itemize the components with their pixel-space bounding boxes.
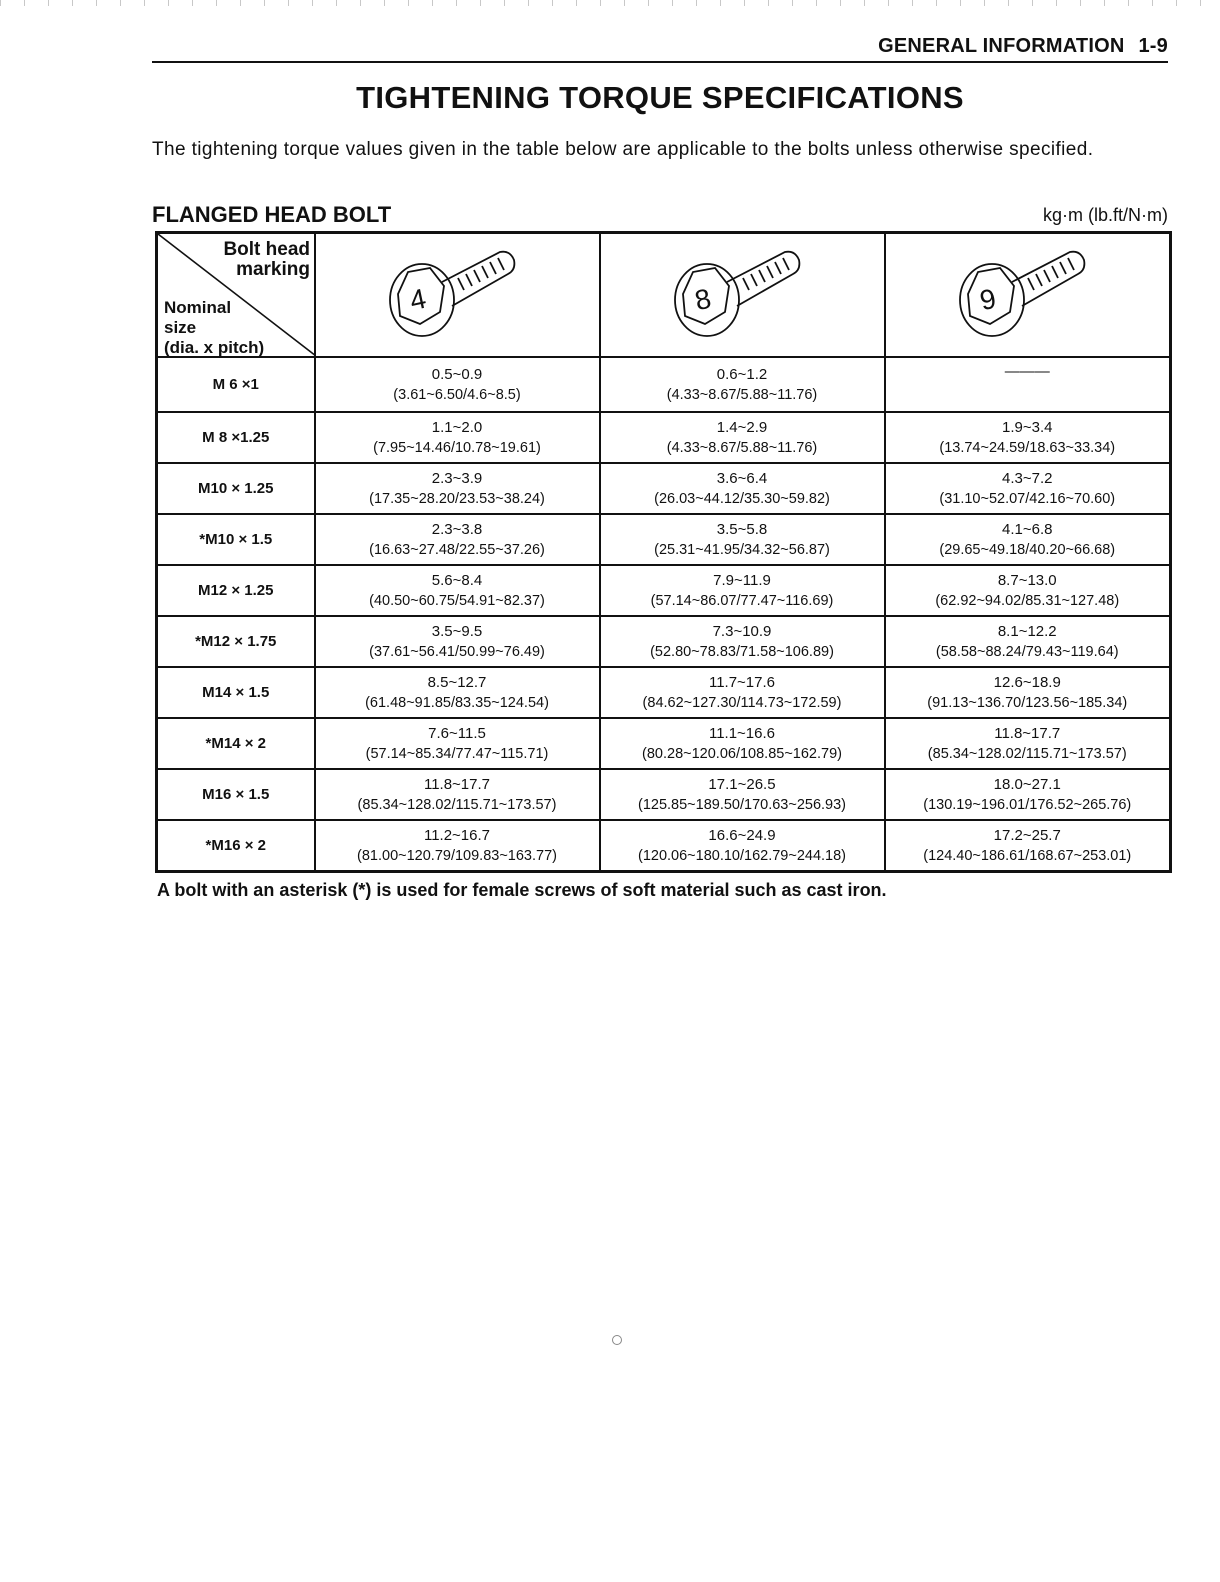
torque-cell-8 (600, 667, 885, 718)
torque-lbft-nm: (4.33~8.67/5.88~11.76) (666, 386, 818, 403)
torque-cell-8 (600, 616, 885, 667)
table-row (157, 718, 1171, 769)
torque-cell-4 (315, 616, 600, 667)
torque-kgm: 0.5~0.9 (431, 365, 483, 383)
torque-lbft-nm: (25.31~41.95/34.32~56.87) (654, 541, 830, 558)
torque-kgm: 0.6~1.2 (716, 365, 768, 383)
torque-cell-4 (315, 667, 600, 718)
torque-cell-8 (600, 357, 885, 412)
torque-cell-8 (600, 820, 885, 872)
torque-kgm: 2.3~3.9 (431, 469, 483, 487)
nominal-size-label (164, 298, 264, 358)
nominal-line3: (dia. x pitch) (164, 338, 265, 357)
torque-lbft-nm: (57.14~85.34/77.47~115.71) (365, 745, 549, 762)
torque-kgm: 8.7~13.0 (997, 571, 1057, 589)
torque-cell-8 (600, 718, 885, 769)
torque-lbft-nm: (4.33~8.67/5.88~11.76) (666, 439, 818, 456)
table-row (157, 514, 1171, 565)
nominal-line2: size (164, 318, 197, 337)
torque-kgm: 7.6~11.5 (428, 724, 486, 742)
torque-kgm: 1.9~3.4 (1002, 418, 1053, 436)
running-head-text (878, 35, 1168, 58)
torque-lbft-nm: (61.48~91.85/83.35~124.54) (365, 694, 549, 711)
torque-cell-8 (600, 463, 885, 514)
flanged-bolt-4-icon (382, 242, 532, 342)
table-row (157, 616, 1171, 667)
torque-cell-9 (885, 565, 1171, 616)
torque-lbft-nm: (52.80~78.83/71.58~106.89) (650, 643, 834, 660)
torque-kgm: 5.6~8.4 (431, 571, 483, 589)
torque-kgm: 17.1~26.5 (708, 775, 776, 793)
torque-cell-4 (315, 769, 600, 820)
running-header (152, 35, 1168, 63)
table-row (157, 820, 1171, 872)
torque-kgm: 4.3~7.2 (1002, 469, 1053, 487)
intro-paragraph: The tightening torque values given in the table below are applicable to the bolts unless otherwise specified. (152, 139, 1094, 160)
torque-table (155, 231, 1172, 873)
torque-lbft-nm: (80.28~120.06/108.85~162.79) (642, 745, 842, 762)
torque-lbft-nm: (16.63~27.48/22.55~37.26) (369, 541, 545, 558)
table-row (157, 565, 1171, 616)
torque-cell-8 (600, 412, 885, 463)
units-label: kg·m (lb.ft/N·m) (1043, 205, 1168, 225)
nominal-line1: Nominal (164, 298, 232, 317)
torque-kgm: 3.6~6.4 (716, 469, 768, 487)
torque-cell-4 (315, 565, 600, 616)
torque-kgm: 1.4~2.9 (716, 418, 768, 436)
nominal-size-cell: M14 × 1.5 (157, 667, 315, 718)
table-header-row (157, 233, 1171, 358)
torque-lbft-nm: (62.92~94.02/85.31~127.48) (935, 592, 1120, 609)
asterisk-note: A bolt with an asterisk (*) is used for female screws of soft material such as cast iron. (157, 880, 887, 900)
torque-lbft-nm: (81.00~120.79/109.83~163.77) (357, 847, 557, 864)
torque-kgm: 11.7~17.6 (708, 673, 776, 691)
torque-cell-9 (885, 769, 1171, 820)
torque-lbft-nm: (84.62~127.30/114.73~172.59) (642, 694, 842, 711)
nominal-size-cell: *M16 × 2 (157, 820, 315, 872)
section-heading: FLANGED HEAD BOLT (152, 202, 392, 227)
bolt-head-line1: Bolt head (223, 239, 310, 260)
torque-cell-8 (600, 514, 885, 565)
torque-lbft-nm: (57.14~86.07/77.47~116.69) (650, 592, 834, 609)
torque-cell-4 (315, 357, 600, 412)
torque-kgm: ——— (1004, 363, 1050, 380)
torque-kgm: 8.5~12.7 (427, 673, 487, 691)
page-title: TIGHTENING TORQUE SPECIFICATIONS (356, 80, 964, 115)
torque-cell-4 (315, 463, 600, 514)
torque-lbft-nm: (29.65~49.18/40.20~66.68) (939, 541, 1116, 558)
torque-cell-9 (885, 514, 1171, 565)
torque-kgm: 11.2~16.7 (423, 826, 491, 844)
running-head-section: GENERAL INFORMATION (878, 35, 1125, 57)
torque-kgm: 18.0~27.1 (993, 775, 1061, 793)
torque-kgm: 4.1~6.8 (1002, 520, 1053, 538)
torque-lbft-nm: (125.85~189.50/170.63~256.93) (637, 796, 847, 813)
table-row (157, 667, 1171, 718)
scan-artifact-circle-icon (611, 1334, 623, 1346)
torque-lbft-nm: (37.61~56.41/50.99~76.49) (369, 643, 545, 660)
table-row (157, 463, 1171, 514)
torque-cell-4 (315, 514, 600, 565)
torque-lbft-nm: (58.58~88.24/79.43~119.64) (935, 643, 1119, 660)
nominal-size-cell: *M14 × 2 (157, 718, 315, 769)
torque-lbft-nm: (40.50~60.75/54.91~82.37) (369, 592, 545, 609)
torque-kgm: 16.6~24.9 (708, 826, 776, 844)
torque-lbft-nm: (31.10~52.07/42.16~70.60) (939, 490, 1116, 507)
torque-cell-9 (885, 616, 1171, 667)
nominal-size-cell: M 8 ×1.25 (157, 412, 315, 463)
marking-9-text: 9 (977, 282, 999, 317)
marking-4-text: 4 (407, 282, 429, 317)
torque-lbft-nm: (130.19~196.01/176.52~265.76) (923, 796, 1132, 813)
torque-kgm: 12.6~18.9 (993, 673, 1061, 691)
marking-8-text: 8 (692, 282, 714, 317)
nominal-size-cell: M12 × 1.25 (157, 565, 315, 616)
torque-kgm: 11.8~17.7 (994, 724, 1061, 742)
scan-edge-marks (0, 0, 1220, 6)
torque-cell-8 (600, 565, 885, 616)
nominal-size-cell: M16 × 1.5 (157, 769, 315, 820)
running-head-page-number: 1-9 (1138, 35, 1168, 57)
torque-cell-8 (600, 769, 885, 820)
corner-header-cell (157, 233, 315, 358)
torque-kgm: 11.8~17.7 (423, 775, 491, 793)
torque-lbft-nm: (3.61~6.50/4.6~8.5) (393, 386, 521, 403)
table-row (157, 357, 1171, 412)
torque-lbft-nm: (26.03~44.12/35.30~59.82) (654, 490, 830, 507)
table-row (157, 769, 1171, 820)
torque-lbft-nm: (91.13~136.70/123.56~185.34) (927, 694, 1128, 711)
torque-kgm: 8.1~12.2 (997, 622, 1057, 640)
torque-lbft-nm: (17.35~28.20/23.53~38.24) (369, 490, 545, 507)
nominal-size-cell: *M12 × 1.75 (157, 616, 315, 667)
torque-cell-9 (885, 463, 1171, 514)
torque-lbft-nm: (120.06~180.10/162.79~244.18) (637, 847, 847, 864)
bolt-marking-9-cell (885, 233, 1171, 358)
torque-kgm: 7.3~10.9 (712, 622, 772, 640)
torque-cell-4 (315, 718, 600, 769)
torque-kgm: 11.1~16.6 (708, 724, 776, 742)
torque-kgm: 3.5~9.5 (431, 622, 483, 640)
torque-kgm: 3.5~5.8 (716, 520, 768, 538)
torque-cell-9 (885, 820, 1171, 872)
torque-cell-9 (885, 667, 1171, 718)
bolt-marking-8-cell (600, 233, 885, 358)
torque-lbft-nm: (124.40~186.61/168.67~253.01) (923, 847, 1132, 864)
bolt-marking-4-cell (315, 233, 600, 358)
nominal-size-cell: *M10 × 1.5 (157, 514, 315, 565)
torque-cell-9 (885, 412, 1171, 463)
nominal-size-cell: M10 × 1.25 (157, 463, 315, 514)
torque-kgm: 2.3~3.8 (431, 520, 483, 538)
torque-kgm: 17.2~25.7 (993, 826, 1061, 844)
torque-kgm: 7.9~11.9 (713, 571, 771, 589)
torque-lbft-nm: (85.34~128.02/115.71~173.57) (357, 796, 557, 813)
torque-lbft-nm: (13.74~24.59/18.63~33.34) (939, 439, 1116, 456)
torque-lbft-nm: (7.95~14.46/10.78~19.61) (373, 439, 541, 456)
bolt-head-marking-label (223, 240, 310, 280)
torque-cell-4 (315, 412, 600, 463)
bolt-head-line2: marking (236, 259, 310, 280)
torque-cell-4 (315, 820, 600, 872)
torque-cell-9 (885, 718, 1171, 769)
torque-cell-9 (885, 357, 1171, 412)
nominal-size-cell: M 6 ×1 (157, 357, 315, 412)
table-row (157, 412, 1171, 463)
torque-lbft-nm: (85.34~128.02/115.71~173.57) (927, 745, 1127, 762)
flanged-bolt-9-icon (952, 242, 1102, 342)
flanged-bolt-8-icon (667, 242, 817, 342)
torque-kgm: 1.1~2.0 (431, 418, 483, 436)
